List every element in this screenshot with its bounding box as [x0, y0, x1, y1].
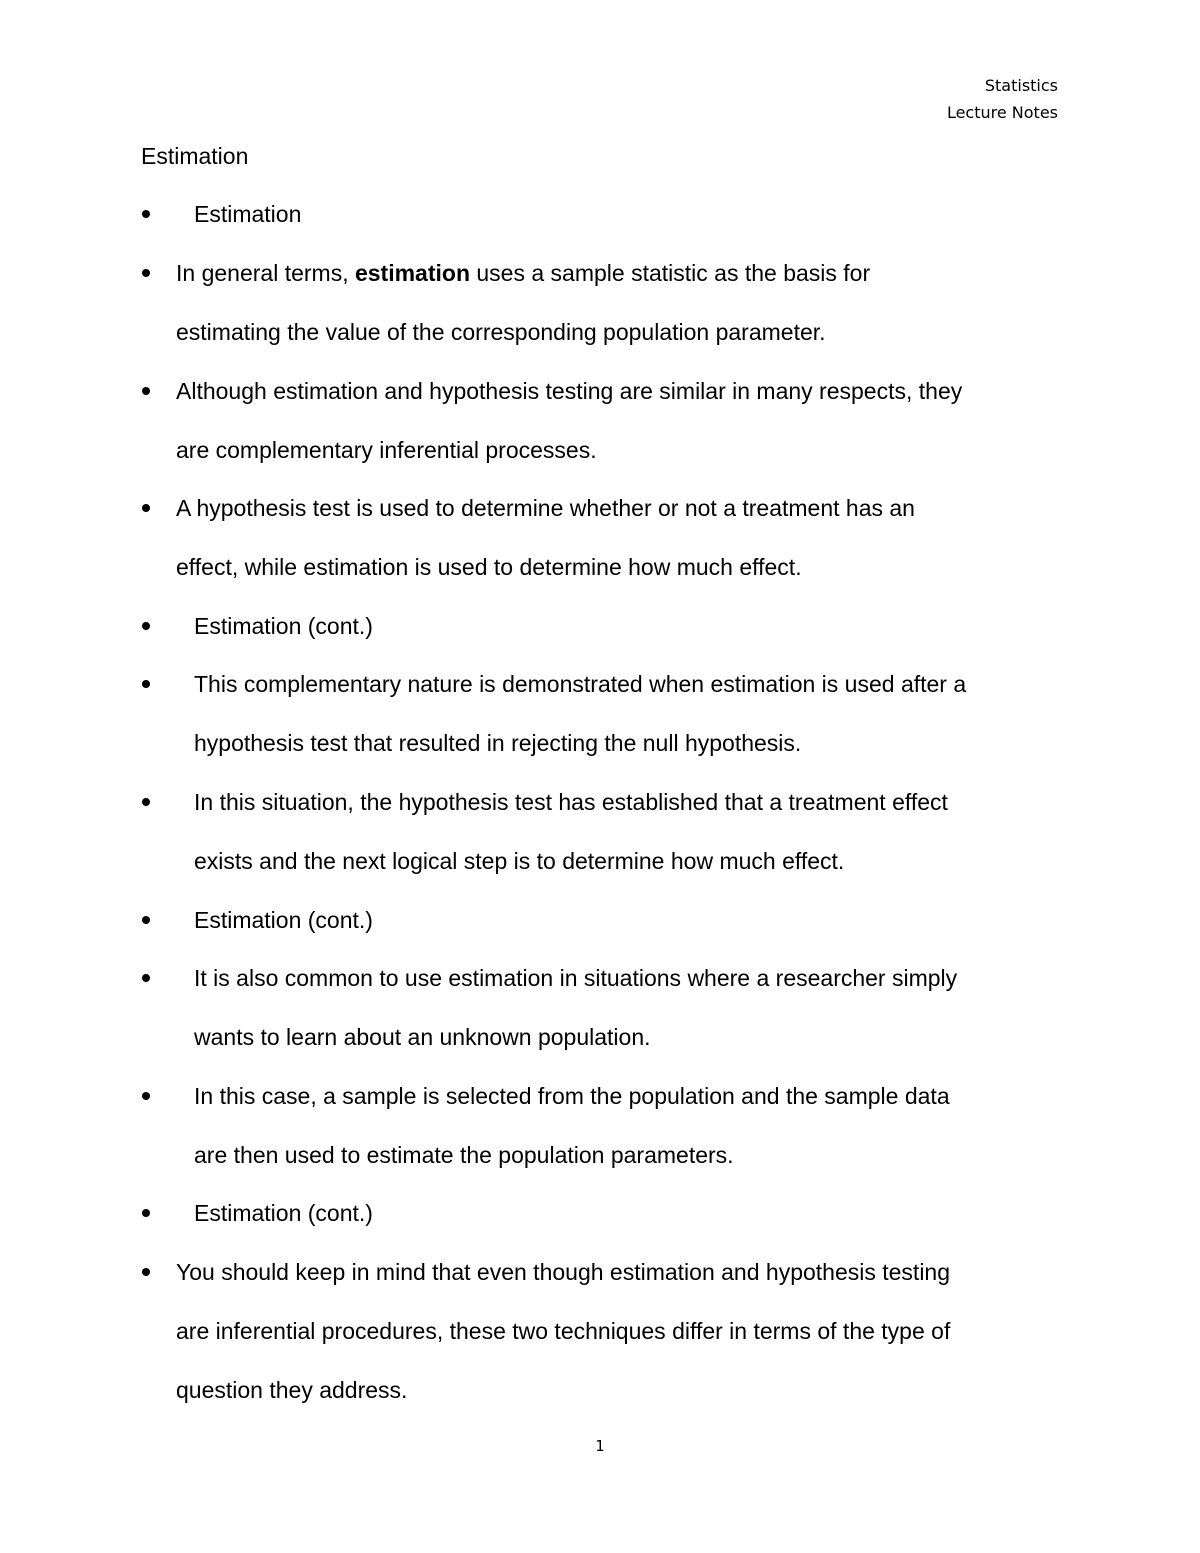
- list-item-text: [176, 258, 870, 288]
- emphasized-term: estimation: [354, 260, 470, 286]
- list-item-text: effect, while estimation is used to determine how much effect.: [176, 554, 802, 580]
- page-number: 1: [595, 1437, 605, 1455]
- bullet-icon: [142, 1092, 150, 1100]
- list-item-text: Although estimation and hypothesis testing are similar in many respects, they: [176, 378, 963, 404]
- list-item-text: hypothesis test that resulted in rejecting the null hypothesis.: [194, 730, 802, 756]
- bullet-icon: [142, 1209, 150, 1217]
- bullet-icon: [142, 680, 150, 688]
- bullet-icon: [142, 210, 150, 218]
- list-item-text-plain: uses a sample statistic as the basis for: [470, 260, 871, 286]
- list-item-text: exists and the next logical step is to determine how much effect.: [194, 848, 845, 874]
- bullet-icon: [142, 622, 150, 630]
- header-doc-type: Lecture Notes: [946, 103, 1058, 122]
- document-title: Estimation: [141, 143, 249, 169]
- list-item-text: estimating the value of the corresponding population parameter.: [176, 319, 826, 345]
- list-item-text: are complementary inferential processes.: [176, 437, 597, 463]
- list-item-text: It is also common to use estimation in situations where a researcher simply: [194, 965, 958, 991]
- list-item-text: In this case, a sample is selected from the population and the sample data: [194, 1083, 950, 1109]
- list-item-text: are inferential procedures, these two techniques differ in terms of the type of: [176, 1318, 951, 1344]
- list-item-text-plain: In general terms,: [176, 260, 355, 286]
- bullet-icon: [142, 1268, 150, 1276]
- list-item-text: In this situation, the hypothesis test has established that a treatment effect: [194, 789, 948, 815]
- list-item-text: You should keep in mind that even though estimation and hypothesis testing: [176, 1259, 951, 1285]
- bullet-icon: [142, 798, 150, 806]
- list-item-text: Estimation (cont.): [194, 907, 373, 933]
- list-item-text: question they address.: [176, 1377, 408, 1403]
- bullet-icon: [142, 504, 150, 512]
- bullet-icon: [142, 974, 150, 982]
- list-item-text: are then used to estimate the population parameters.: [194, 1142, 734, 1168]
- list-item-text: This complementary nature is demonstrated when estimation is used after a: [194, 671, 967, 697]
- list-item-text: Estimation (cont.): [194, 1200, 373, 1226]
- bullet-icon: [142, 269, 150, 277]
- header-subject: Statistics: [984, 76, 1058, 95]
- bullet-icon: [142, 916, 150, 924]
- bullet-icon: [142, 387, 150, 395]
- list-item-text: wants to learn about an unknown population.: [194, 1024, 651, 1050]
- list-item-text: Estimation (cont.): [194, 613, 373, 639]
- list-item-text: A hypothesis test is used to determine whether or not a treatment has an: [176, 495, 915, 521]
- list-item-text: Estimation: [194, 201, 302, 227]
